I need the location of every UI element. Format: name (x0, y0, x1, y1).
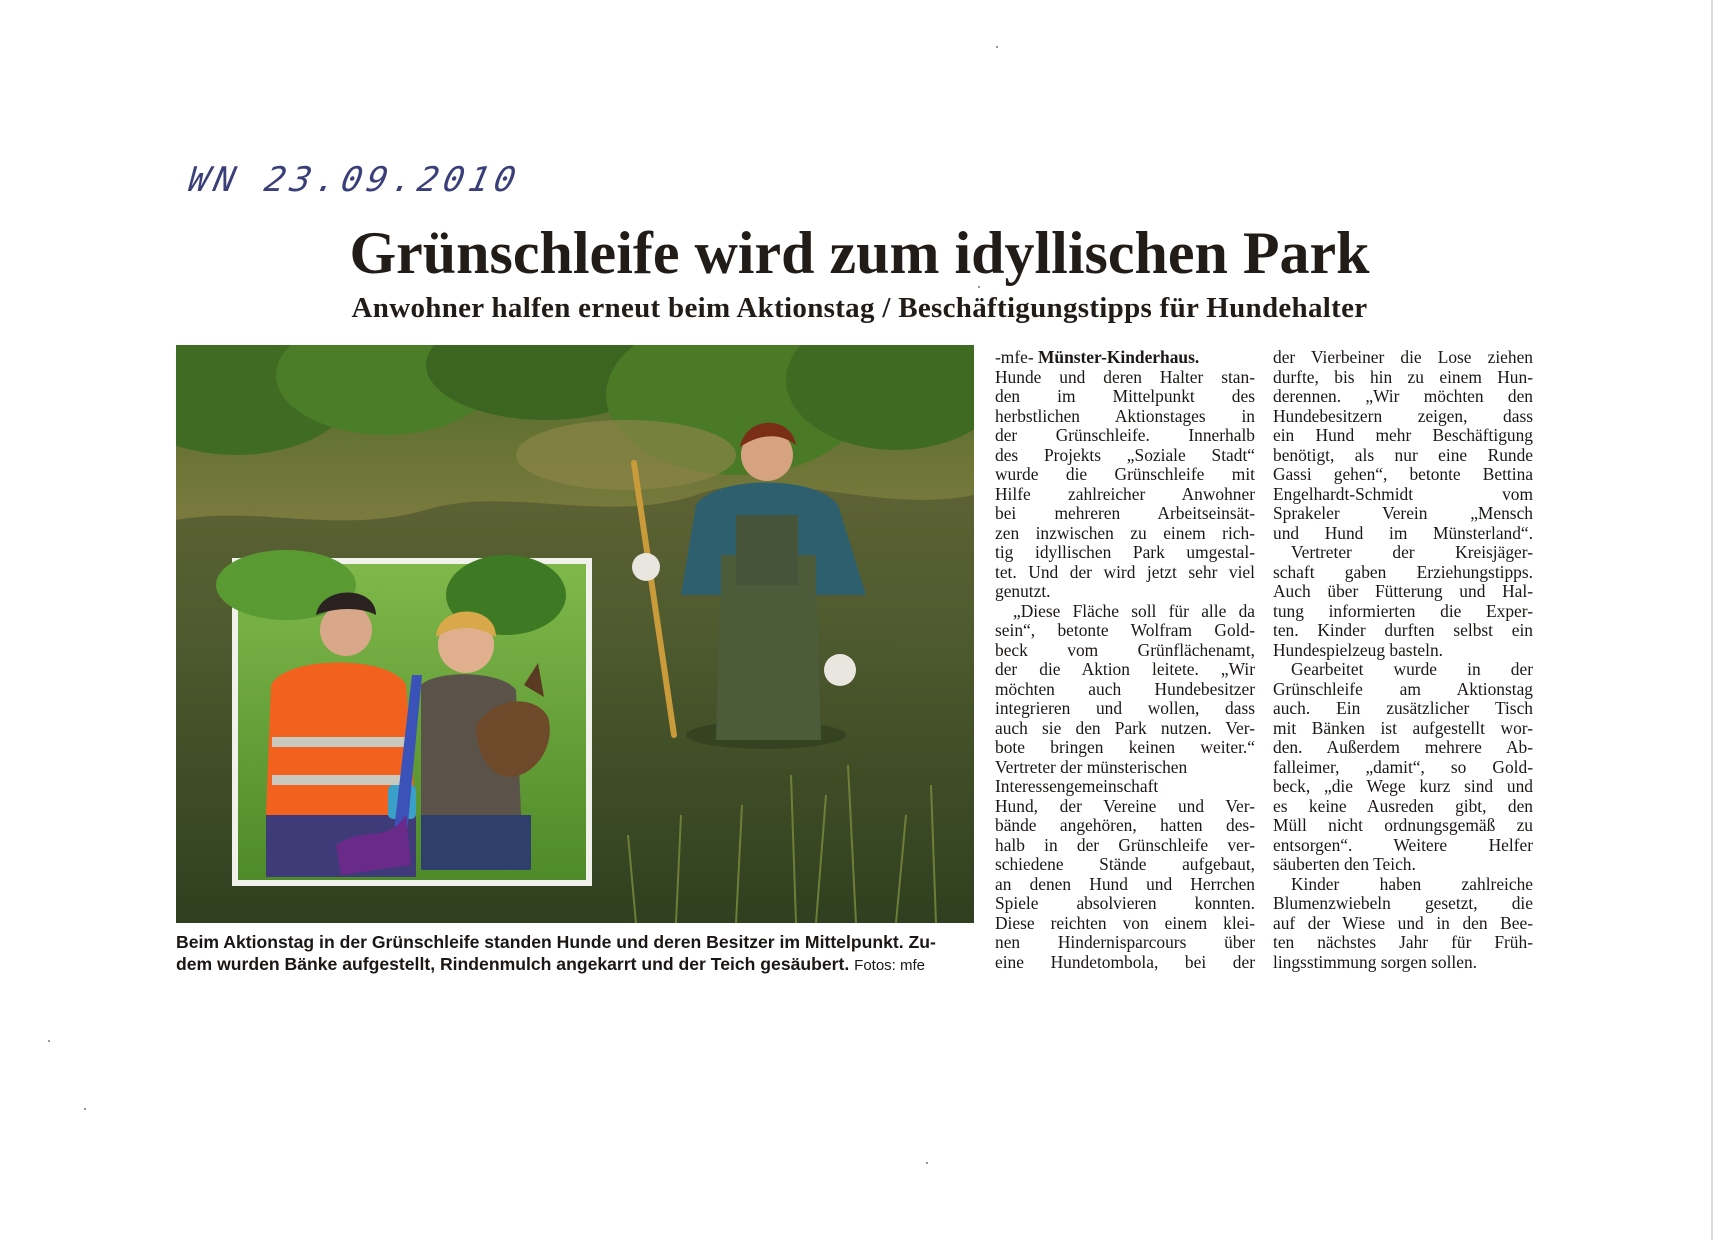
article-text-line: säuberten den Teich. (1273, 854, 1416, 874)
article-text-line: Grünschleife am Aktionstag (1273, 678, 1533, 699)
article-text-line: genutzt. (995, 581, 1051, 601)
pond-scene-illustration (176, 345, 974, 923)
article-text-line: durfte, bis hin zu einem Hun- (1273, 366, 1533, 387)
article-text-line: der Vierbeiner die Lose ziehen (1273, 347, 1533, 367)
article-text-line: den im Mittelpunkt des (995, 386, 1255, 406)
article-text-line: Gearbeitet wurde in der (1291, 659, 1533, 679)
article-text-line: auch. Ein zusätzlicher Tisch (1273, 698, 1533, 718)
article-text-line: zen inzwischen zu einem rich- (995, 522, 1255, 543)
caption-line: Beim Aktionstag in der Grünschleife standen Hunde und deren Besitzer im Mittelpunkt. Zu- (176, 932, 936, 952)
article-text-line: tet. Und der wird jetzt sehr viel (995, 561, 1255, 582)
scan-dust (48, 1040, 50, 1042)
article-text-line: falleimer, „damit“, so Gold- (1273, 756, 1533, 777)
article-text-line: eine Hundetombola, bei der (995, 951, 1255, 972)
article-text-line: mit Bänken ist aufgestellt wor- (1273, 717, 1533, 738)
article-text-line: tig idyllischen Park umgestal- (995, 542, 1255, 562)
article-text-line: bei mehreren Arbeitseinsät- (995, 503, 1255, 523)
article-text-line: Sprakeler Verein „Mensch (1273, 503, 1533, 523)
article-text-line: wurde die Grünschleife mit (995, 464, 1255, 484)
caption-line: dem wurden Bänke aufgestellt, Rindenmulch angekarrt und der Teich gesäubert. (176, 954, 850, 974)
article-text-line: möchten auch Hundebesitzer (995, 678, 1255, 699)
article-text-line: Müll nicht ordnungsgemäß zu (1273, 815, 1533, 835)
article-text-line: Auch über Fütterung und Hal- (1273, 581, 1533, 601)
article-headline: Grünschleife wird zum idyllischen Park (349, 220, 1370, 286)
article-text-line: Spiele absolvieren konnten. (995, 893, 1255, 913)
article-text-line: „Diese Fläche soll für alle da (1013, 600, 1255, 621)
scan-dust (926, 1162, 928, 1164)
article-column-1 (995, 348, 1255, 972)
article-text-line: ten nächstes Jahr für Früh- (1273, 932, 1533, 952)
article-text-line: Vertreter der münsterischen (995, 756, 1188, 777)
article-text-line: beck, „die Wege kurz sind und (1273, 776, 1533, 796)
article-text-line: schaft gaben Erziehungstipps. (1273, 561, 1533, 582)
article-text-line: den. Außerdem mehrere Ab- (1273, 737, 1533, 757)
article-text-line: Hundebesitzern zeigen, dass (1273, 405, 1533, 426)
photo-caption (176, 931, 976, 977)
article-text-line: entsorgen“. Weitere Helfer (1273, 834, 1533, 855)
caption-line-with-credit (176, 953, 976, 977)
article-text-line: an denen Hund und Herrchen (995, 873, 1255, 894)
article-text-line: lingsstimmung sorgen sollen. (1273, 951, 1478, 972)
article-text-line: Engelhardt-Schmidt vom (1273, 483, 1533, 504)
article-text-line: beck vom Grünflächenamt, (995, 639, 1255, 660)
article-text-line: auch sie den Park nutzen. Ver- (995, 717, 1255, 738)
article-text-line: herbstlichen Aktionstages in (995, 405, 1255, 426)
article-text-line: halb in der Grünschleife ver- (995, 834, 1255, 855)
dateline (995, 348, 1255, 368)
article-text-line: derennen. „Wir möchten den (1273, 386, 1533, 406)
article-text-line: Kinder haben zahlreiche (1291, 873, 1533, 894)
article-text-line: Blumenzwiebeln gesetzt, die (1273, 893, 1533, 913)
scan-dust (84, 1108, 86, 1110)
article-subheadline: Anwohner halfen erneut beim Aktionstag / Beschäftigungstipps für Hundehalter (351, 292, 1368, 324)
article-text-line: bände angehören, hatten des- (995, 815, 1255, 835)
article-text-line: auf der Wiese und in den Bee- (1273, 912, 1533, 933)
article-text-line: benötigt, als nur eine Runde (1273, 444, 1533, 465)
dateline-place: Münster-Kinderhaus. (1037, 347, 1200, 367)
article-text-line: sein“, betonte Wolfram Gold- (995, 620, 1255, 640)
handwritten-date-note: WN 23.09.2010 (184, 160, 525, 200)
dateline-prefix: -mfe- (995, 347, 1034, 367)
photo-credit: Fotos: mfe (854, 957, 926, 974)
article-text-line: Hundespielzeug basteln. (1273, 639, 1443, 660)
article-text-line: der Grünschleife. Innerhalb (995, 425, 1255, 445)
article-text-line: schiedene Stände aufgebaut, (995, 854, 1255, 874)
article-text-line: der die Aktion leitete. „Wir (995, 659, 1255, 679)
article-text-line: tung informierten die Exper- (1273, 600, 1533, 621)
article-text-line: integrieren und wollen, dass (995, 698, 1255, 718)
article-text-line: ten. Kinder durften selbst ein (1273, 620, 1533, 640)
article-text-line: Hilfe zahlreicher Anwohner (995, 483, 1255, 504)
article-text-line: ein Hund mehr Beschäftigung (1273, 425, 1533, 445)
scan-edge (1711, 0, 1713, 1240)
article-text-line: Interessengemeinschaft (995, 776, 1159, 796)
article-text-line: Hund, der Vereine und Ver- (995, 795, 1255, 816)
scan-dust (996, 46, 998, 48)
article-text-line: Gassi gehen“, betonte Bettina (1273, 464, 1533, 484)
article-column-2 (1273, 348, 1533, 972)
article-text-line: und Hund im Münsterland“. (1273, 522, 1533, 543)
article-text-line: Vertreter der Kreisjäger- (1291, 542, 1533, 562)
article-text-line: bote bringen keinen weiter.“ (995, 737, 1255, 757)
article-text-line: des Projekts „Soziale Stadt“ (995, 444, 1255, 465)
article-text-line: Diese reichten von einem klei- (995, 912, 1255, 933)
article-photo (176, 345, 974, 923)
article-text-line: Hunde und deren Halter stan- (995, 366, 1255, 387)
article-text-line: es keine Ausreden gibt, den (1273, 795, 1533, 816)
article-text-line: nen Hindernisparcours über (995, 932, 1255, 952)
